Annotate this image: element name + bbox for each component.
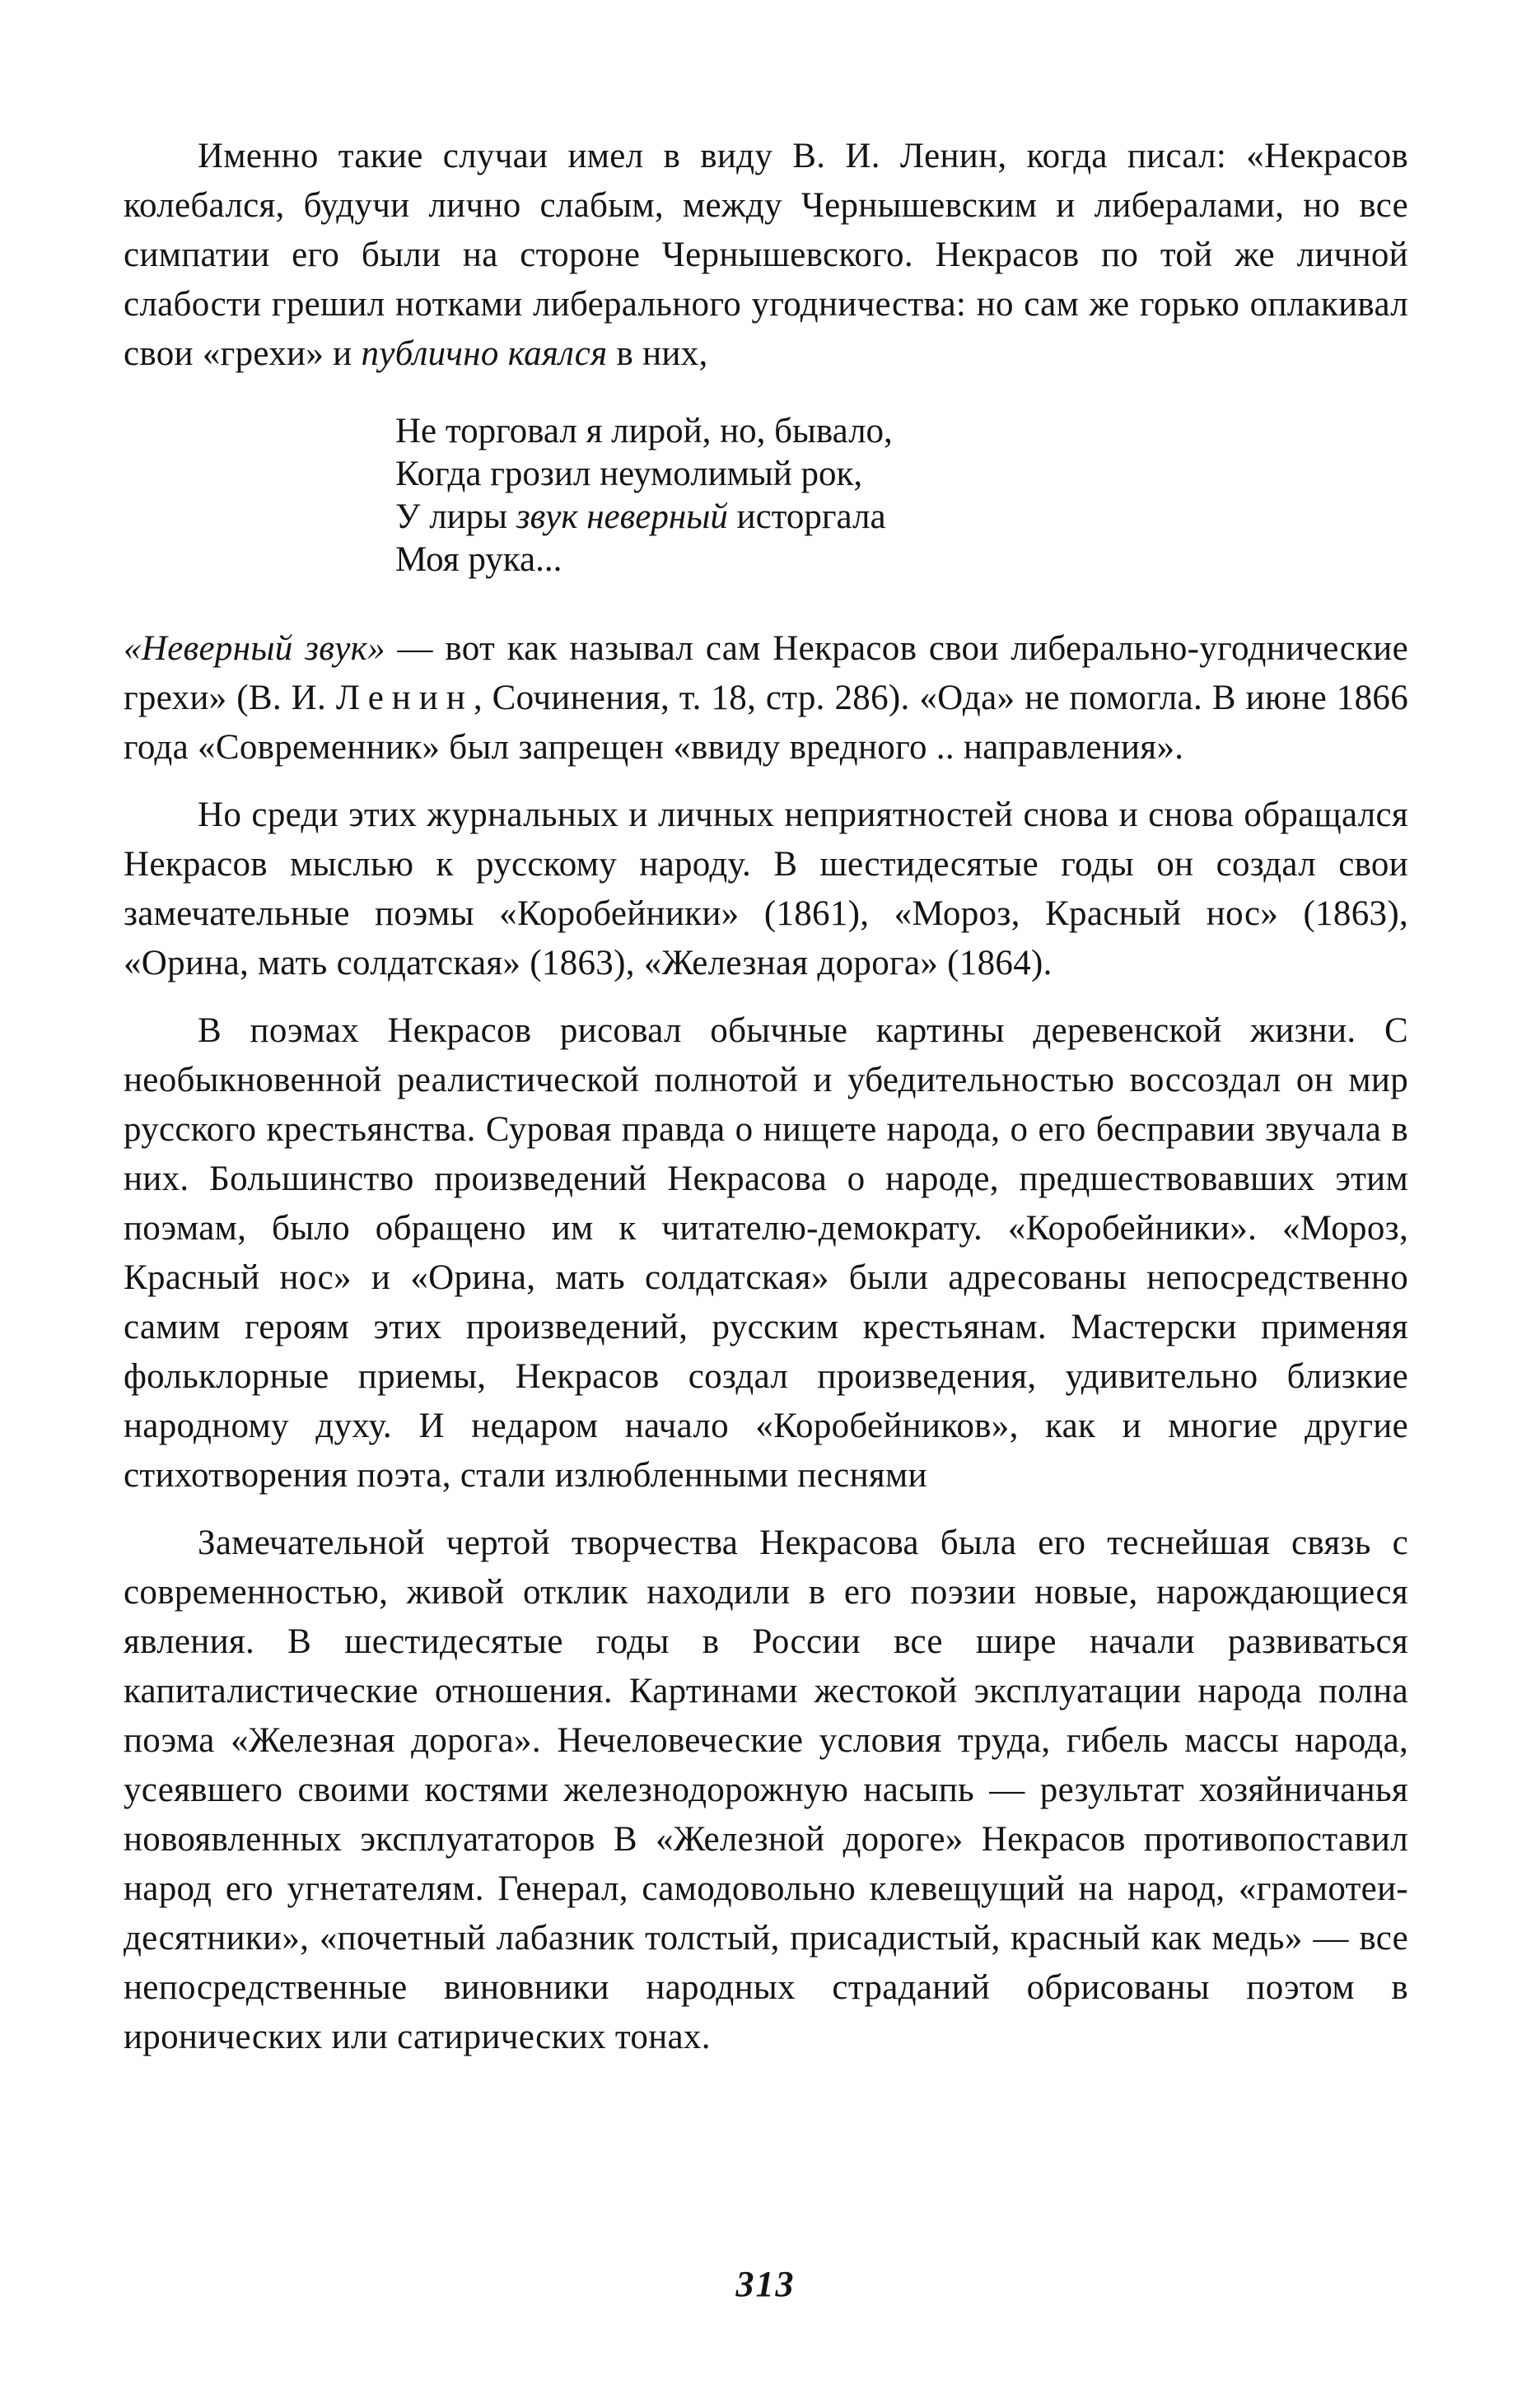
- poem-line: Когда грозил неумолимый рок,: [395, 455, 863, 493]
- paragraph-false-note: [124, 624, 1408, 772]
- italic-emphasis: «Неверный звук»: [124, 629, 385, 668]
- paragraph-village-life: В поэмах Некрасов рисовал обычные картины деревенской жизни. С необыкновенной реалистической полнотой и убедительностью воссоздал он мир русского крестьянства. Суровая правда о нищете народа, о его бесправии звучала в них. Большинство произведений Некрасова о народе, предшествовавших этим поэмам, было обращено им к читателю-демократу. «Коробейники». «Мороз, Красный нос» и «Орина, мать солдатская» были адресованы непосредственно самим героям этих произведений, русским крестьянам. Мастерски применяя фольклорные приемы, Некрасов создал произведения, удивительно близкие народному духу. И недаром начало «Коробейников», как и многие другие стихотворения поэта, стали излюбленными песнями: [124, 1011, 1408, 1495]
- paragraph-text: Именно такие случаи имел в виду В. И. Ленин, когда писал: «Некрасов колебался, будучи лично слабым, между Чернышевским и либералами, но все симпатии его были на стороне Чернышевского. Некрасов по той же личной слабости грешил нотками либерального угодничества: но сам же горько оплакивал свои «грехи» и: [124, 137, 1408, 373]
- poem-quote: [395, 410, 1408, 581]
- page-number: 313: [735, 2264, 796, 2304]
- poem-text: У лиры: [395, 497, 516, 536]
- paragraph-text: — вот как называл сам Некрасов свои либерально-угоднические грехи» (В. И.: [124, 629, 1408, 717]
- poem-text: исторгала: [727, 497, 886, 536]
- paragraph-lenin-quote: [124, 132, 1408, 379]
- italic-emphasis: публично каялся: [361, 334, 608, 373]
- spaced-author-name: Ленин: [335, 679, 474, 717]
- poem-line: [395, 496, 1408, 539]
- paragraph-text: в них,: [607, 334, 708, 373]
- poem-line: Не торговал я лирой, но, бывало,: [395, 412, 893, 450]
- paragraph-text: , Сочинения, т. 18, стр. 286). «Ода» не помогла. В июне 1866 года «Современник» был запрещен «ввиду вредного .. направления».: [124, 679, 1409, 767]
- paragraph-modernity: Замечательной чертой творчества Некрасова была его теснейшая связь с современностью, живой отклик находили в его поэзии новые, нарождающиеся явления. В шестидесятые годы в России все шире начали развиваться капиталистические отношения. Картинами жестокой эксплуатации народа полна поэма «Железная дорога». Нечеловеческие условия труда, гибель массы народа, усеявшего своими костями железнодорожную насыпь — результат хозяйничанья новоявленных эксплуататоров В «Железной дороге» Некрасов противопоставил народ его угнетателям. Генерал, самодовольно клевещущий на народ, «грамотеи-десятники», «почетный лабазник толстый, присадистый, красный как медь» — все непосредственные виновники народных страданий обрисованы поэтом в иронических или сатирических тонах.: [124, 1524, 1408, 2056]
- paragraph-sixties-poems: Но среди этих журнальных и личных неприятностей снова и снова обращался Некрасов мыслью к русскому народу. В шестидесятые годы он создал свои замечательные поэмы «Коробейники» (1861), «Мороз, Красный нос» (1863), «Орина, мать солдатская» (1863), «Железная дорога» (1864).: [124, 796, 1408, 982]
- poem-line: Моя рука...: [395, 540, 562, 579]
- page-body: [124, 132, 1408, 2062]
- italic-emphasis: звук неверный: [516, 497, 728, 536]
